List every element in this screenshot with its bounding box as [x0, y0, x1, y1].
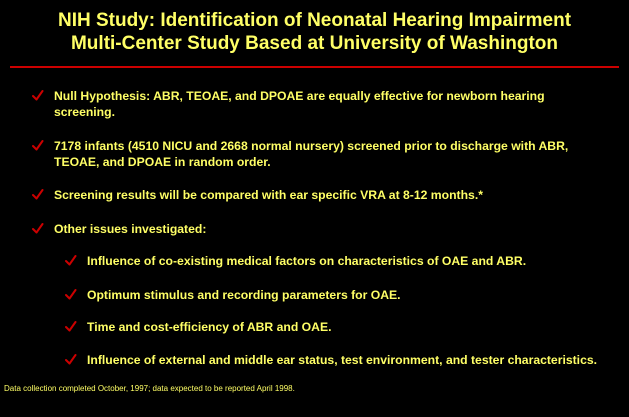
title-line-1: NIH Study: Identification of Neonatal Hearing Impairment — [57, 10, 572, 31]
bullet-text: Screening results will be compared with ear specific VRA at 8-12 months.* — [54, 188, 483, 202]
sub-bullet-medical-factors — [87, 253, 607, 269]
checkmark-icon — [32, 221, 46, 237]
bullet-infants-screened — [54, 138, 599, 170]
checkmark-icon — [65, 352, 79, 368]
checkmark-icon — [65, 287, 79, 303]
checkmark-icon — [32, 187, 46, 203]
title-divider — [10, 66, 619, 68]
checkmark-icon — [32, 138, 46, 154]
checkmark-icon — [32, 88, 46, 104]
bullet-text: 7178 infants (4510 NICU and 2668 normal nursery) screened prior to discharge with ABR, TEOAE, and DPOAE in random order. — [54, 139, 569, 169]
sub-bullet-stimulus-parameters — [87, 287, 607, 303]
checkmark-icon — [65, 253, 79, 269]
sub-bullet-cost-efficiency — [87, 319, 607, 335]
bullet-text: Null Hypothesis: ABR, TEOAE, and DPOAE are equally effective for newborn hearing screening. — [54, 89, 545, 119]
bullet-text: Time and cost-efficiency of ABR and OAE. — [87, 320, 332, 334]
bullet-screening-results — [54, 187, 599, 203]
title-line-2: Multi-Center Study Based at University of Washington — [70, 33, 558, 54]
bullet-text: Influence of co-existing medical factors on characteristics of OAE and ABR. — [87, 254, 527, 268]
sub-bullet-ear-status — [87, 352, 607, 368]
bullet-other-issues — [54, 221, 599, 237]
bullet-text: Influence of external and middle ear status, test environment, and tester characteristics. — [87, 353, 598, 367]
bullet-null-hypothesis — [54, 88, 599, 120]
checkmark-icon — [65, 319, 79, 335]
footnote: Data collection completed October, 1997; data expected to be reported April 1998. — [4, 384, 295, 393]
bullet-text: Other issues investigated: — [54, 222, 207, 236]
slide-title — [0, 9, 629, 55]
bullet-text: Optimum stimulus and recording parameters for OAE. — [87, 288, 401, 302]
